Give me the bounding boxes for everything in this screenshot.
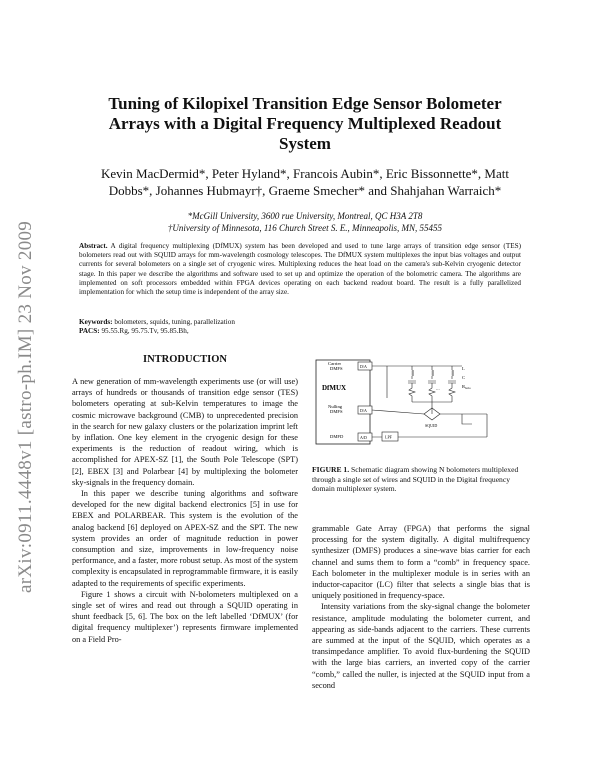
pacs-text: 95.55.Rg, 95.75.Tv, 95.85.Bh, xyxy=(99,327,189,335)
affiliation-2: †University of Minnesota, 116 Church Street S. E., Minneapolis, MN, 55455 xyxy=(167,223,443,233)
fig-label-da-2: D/A xyxy=(360,408,367,413)
keywords-block xyxy=(79,318,521,336)
author-line-1: Kevin MacDermid*, Peter Hyland*, Francois Aubin*, Eric Bissonnette*, Matt xyxy=(101,166,509,181)
paragraph: Intensity variations from the sky-signal change the bolometer resistance, amplitude modulating the bolometer current, and appearing as side-bands adjacent to the carriers. These currents are summed at the input of the SQUID, which operates as a transimpedance amplifier. To avoid flux-burdening the SQUID with the large bias carriers, an inverted copy of the carrier “comb,” called the nuller, is injected at the SQUID input from a second xyxy=(312,602,530,690)
fig-label-dmfs-1: DMFS xyxy=(330,366,343,371)
fig-label-l: L xyxy=(462,366,465,371)
fig-label-dmfd: DMFD xyxy=(330,434,344,439)
pacs-label: PACS: xyxy=(79,327,100,335)
fig-label-rbolo: $R_{bolo}$ xyxy=(462,384,471,390)
paper-title: Tuning of Kilopixel Transition Edge Sensor Bolometer Arrays with a Digital Frequency Multiplexed Readout System xyxy=(108,94,502,153)
paragraph: In this paper we describe tuning algorithms and software developed for the new digital backend electronics [5] in use for EBEX and POLARBEAR. This system is the evolution of the analog backend [6] deployed on APEX-SZ and the SPT. The new system provides an order of magnitude reduction in power consumption and size, improvements in low-frequency noise performance, and a faster, more robust setup. As most of the system complexity is encapsulated in reprogrammable firmware, it is easily adapted to the requirements of specific experiments. xyxy=(72,489,298,588)
fig-label-c: C xyxy=(462,375,466,380)
keywords-label: Keywords: xyxy=(79,318,113,326)
left-column xyxy=(72,376,298,645)
keywords-text: bolometers, squids, tuning, parallelization xyxy=(112,318,235,326)
fig-label-dmfs-2: DMFS xyxy=(330,409,343,414)
figure-caption-text: Schematic diagram showing N bolometers multiplexed through a single set of wires and SQUID in the Digital frequency domain multiplexer system. xyxy=(312,465,519,494)
abstract-label: Abstract. xyxy=(79,242,108,250)
paragraph: A new generation of mm-wavelength experiments use (or will use) arrays of hundreds or thousands of transition edge sensor (TES) bolometers operating at sub-Kelvin temperatures to image the cosmic microwave background (CMB) to unprecedented precision in the search for new galaxy clusters or the polarization imprint left by inflation. One key element in the cryogenic design for these experiments is the reduction of readout wiring, which is accomplished for APEX-SZ [1], the South Pole Telescope (SPT) [2], EBEX [3] and Polarbear [4] by multiplexing the bolometer sky-signals in the frequency domain. xyxy=(72,377,298,487)
paragraph: grammable Gate Array (FPGA) that performs the signal processing for the system digitally. A digital multifrequency synthesizer (DMFS) produces a sine-wave bias carrier for each channel and sums them to form a “comb” in frequency space. Each bolometer in the multiplexer module is in series with an inductor-capacitor (LC) filter that selects a single bias that is uniquely positioned in frequency-space. xyxy=(312,524,530,601)
figure-caption-label: FIGURE 1. xyxy=(312,465,350,474)
fig-label-squid: SQUID xyxy=(425,423,438,428)
section-heading-introduction: INTRODUCTION xyxy=(142,354,227,365)
right-column xyxy=(312,523,530,691)
svg-text:...: ... xyxy=(436,387,440,392)
dfmux-box xyxy=(316,360,370,444)
affiliation-1: *McGill University, 3600 rue University, Montreal, QC H3A 2T8 xyxy=(187,211,423,221)
fig-label-ad: A/D xyxy=(360,435,367,440)
fig-label-dfmux: DfMUX xyxy=(322,384,347,392)
author-line-2: Dobbs*, Johannes Hubmayr†, Graeme Smecher* and Shahjahan Warraich* xyxy=(108,183,502,198)
arxiv-stamp: arXiv:0911.4448v1 [astro-ph.IM] 23 Nov 2009 xyxy=(15,220,36,593)
figure-1-caption xyxy=(312,465,530,494)
affiliations xyxy=(85,210,525,234)
fig-label-carrier: Carrier xyxy=(328,361,342,366)
abstract xyxy=(79,242,521,297)
fig-label-lpf: LPF xyxy=(385,434,392,440)
figure-1-schematic xyxy=(312,358,530,448)
fig-label-nulling: Nulling xyxy=(328,404,343,409)
author-list xyxy=(85,165,525,199)
fig-label-da-1: D/A xyxy=(360,364,367,369)
abstract-text: A digital frequency multiplexing (DfMUX) system has been developed and used to tune large arrays of transition edge sensor (TES) bolometers read out with SQUID arrays for mm-wavelength cosmology telescopes. The DfMUX system multiplexes the input bias voltages and output currents for several bolometers on a single set of cryogenic wires. Multiplexing reduces the heat load on the camera's sub-Kelvin cryogenic detector stage. In this paper we describe the algorithms and software used to set up and optimize the operation of the bolometric camera. The algorithms are implemented on soft processors embedded within FPGA devices operating on each backend readout board. The result is a fully parallelized implementation for which the setup time is independent of the array size. xyxy=(79,242,521,297)
paragraph: Figure 1 shows a circuit with N-bolometers multiplexed on a single set of wires and read out through a SQUID operating in shunt feedback [5, 6]. The box on the left labelled ‘DfMUX’ (for digital frequency multiplexer’) represents firmware implemented on a Field Pro- xyxy=(72,589,298,644)
